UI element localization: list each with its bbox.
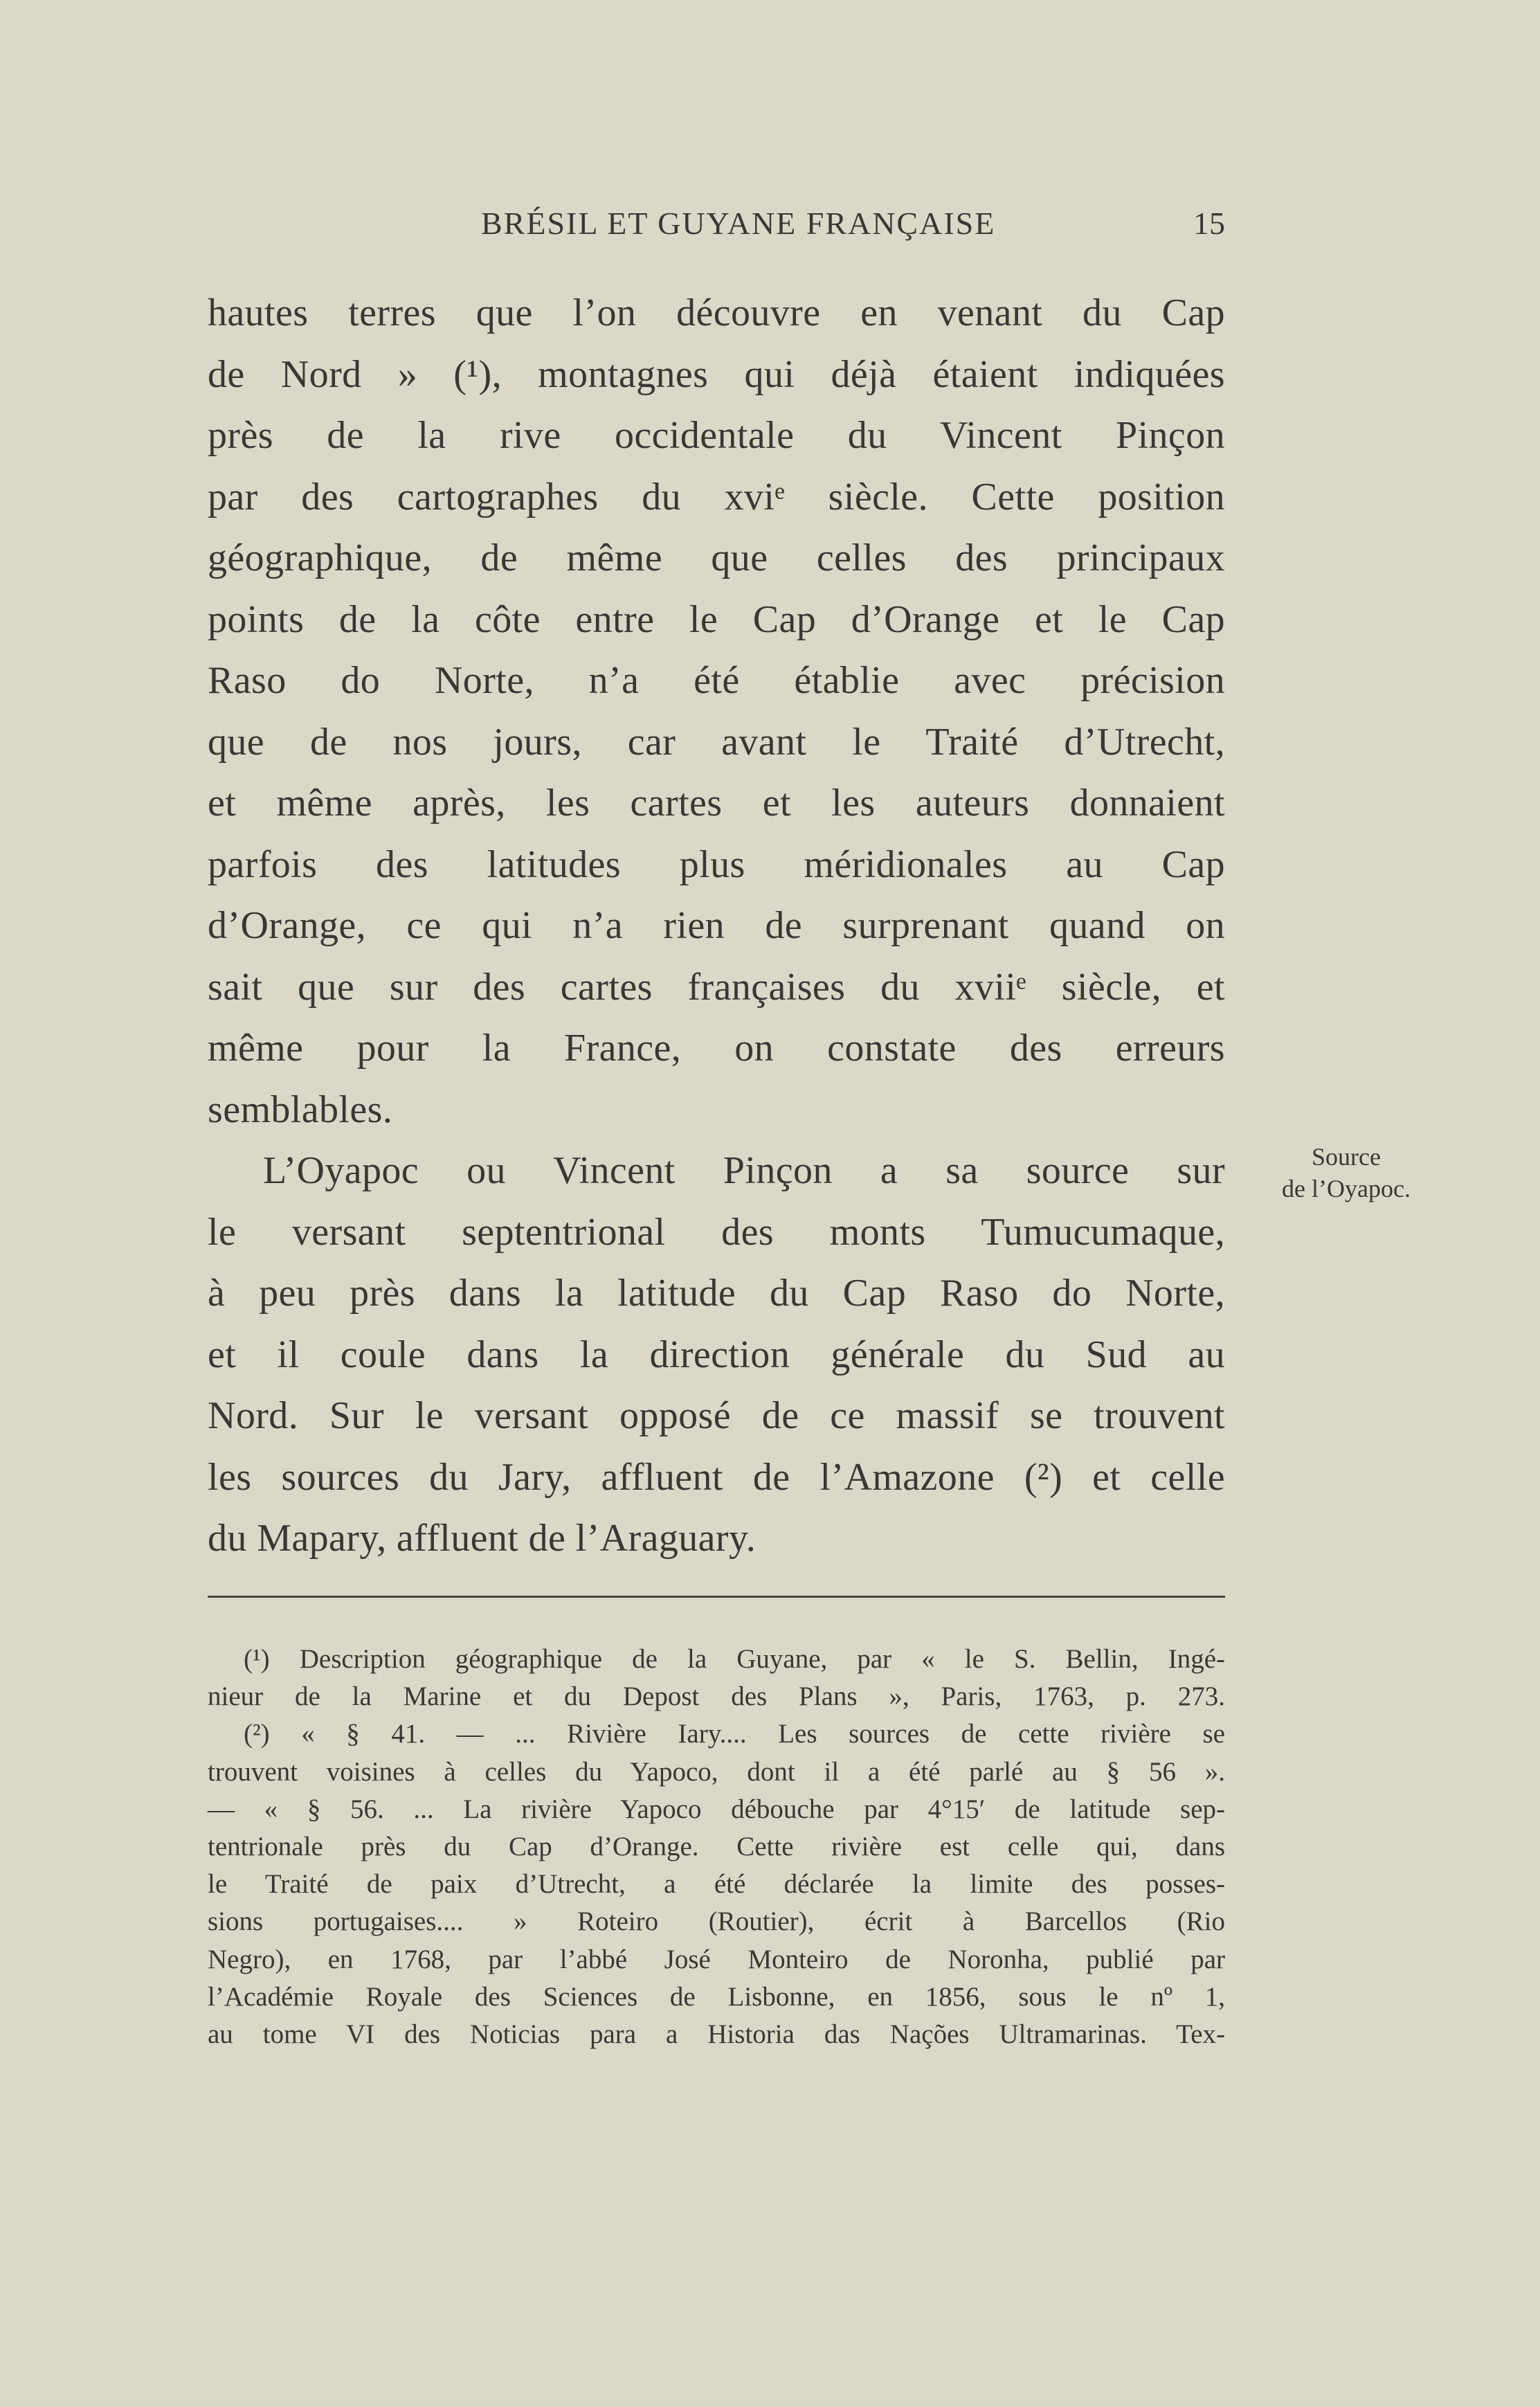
- footnote-line: nieur de la Marine et du Depost des Plans », Paris, 1763, p. 273.: [208, 1682, 1225, 1712]
- footnote-line: (²) « § 41. — ... Rivière Iary.... Les sources de cette rivière se: [244, 1719, 1225, 1749]
- body-line: le versant septentrional des monts Tumucumaque,: [208, 1210, 1225, 1254]
- running-head: [208, 205, 1225, 246]
- body-line: parfois des latitudes plus méridionales au Cap: [208, 842, 1225, 886]
- footnote-line: — « § 56. ... La rivière Yapoco débouche par 4°15′ de latitude sep-: [208, 1794, 1225, 1824]
- footnote-line: trouvent voisines à celles du Yapoco, dont il a été parlé au § 56 ».: [208, 1756, 1225, 1787]
- footnote-line: Negro), en 1768, par l’abbé José Monteiro de Noronha, publié par: [208, 1944, 1225, 1974]
- body-text: [208, 282, 1225, 1569]
- body-line: près de la rive occidentale du Vincent Pinçon: [208, 414, 1225, 457]
- body-line: hautes terres que l’on découvre en venant du Cap: [208, 291, 1225, 334]
- body-line: que de nos jours, car avant le Traité d’Utrecht,: [208, 720, 1225, 764]
- body-line: d’Orange, ce qui n’a rien de surprenant quand on: [208, 904, 1225, 947]
- body-line: semblables.: [208, 1088, 393, 1131]
- body-line: Raso do Norte, n’a été établie avec précision: [208, 659, 1225, 702]
- body-line: L’Oyapoc ou Vincent Pinçon a sa source sur: [263, 1149, 1225, 1192]
- body-line: points de la côte entre le Cap d’Orange et le Cap: [208, 597, 1225, 641]
- footnote-line: tentrionale près du Cap d’Orange. Cette rivière est celle qui, dans: [208, 1831, 1225, 1861]
- body-line: les sources du Jary, affluent de l’Amazone (²) et celle: [208, 1455, 1225, 1499]
- footnotes: [208, 1641, 1225, 2053]
- body-line: même pour la France, on constate des erreurs: [208, 1027, 1225, 1070]
- footnote-line: le Traité de paix d’Utrecht, a été déclarée la limite des posses-: [208, 1869, 1225, 1900]
- body-line: et même après, les cartes et les auteurs donnaient: [208, 782, 1225, 824]
- footnote-line: l’Académie Royale des Sciences de Lisbonne, en 1856, sous le nº 1,: [208, 1981, 1225, 2012]
- page-number: 15: [1193, 206, 1225, 241]
- footnote-line: au tome VI des Noticias para a Historia das Nações Ultramarinas. Tex-: [208, 2019, 1225, 2049]
- body-line: par des cartographes du xviᵉ siècle. Cette position: [208, 475, 1225, 519]
- body-line: sait que sur des cartes françaises du xviiᵉ siècle, et: [208, 965, 1225, 1009]
- body-line: du Mapary, affluent de l’Araguary.: [208, 1517, 757, 1560]
- margin-note-line: Source: [1312, 1143, 1381, 1171]
- footnote-line: sions portugaises.... » Roteiro (Routier), écrit à Barcellos (Rio: [208, 1906, 1225, 1937]
- body-line: à peu près dans la latitude du Cap Raso do Norte,: [208, 1272, 1225, 1315]
- body-line: de Nord » (¹), montagnes qui déjà étaient indiquées: [208, 352, 1225, 396]
- footnote-rule: [208, 1596, 1225, 1598]
- margin-note-line: de l’Oyapoc.: [1282, 1175, 1411, 1202]
- margin-note: [1253, 1141, 1440, 1205]
- footnote-line: (¹) Description géographique de la Guyane, par « le S. Bellin, Ingé-: [244, 1644, 1225, 1674]
- body-line: et il coule dans la direction générale du Sud au: [208, 1333, 1225, 1376]
- body-line: Nord. Sur le versant opposé de ce massif se trouvent: [208, 1394, 1225, 1437]
- body-line: géographique, de même que celles des principaux: [208, 537, 1225, 579]
- running-title: BRÉSIL ET GUYANE FRANÇAISE: [481, 206, 996, 241]
